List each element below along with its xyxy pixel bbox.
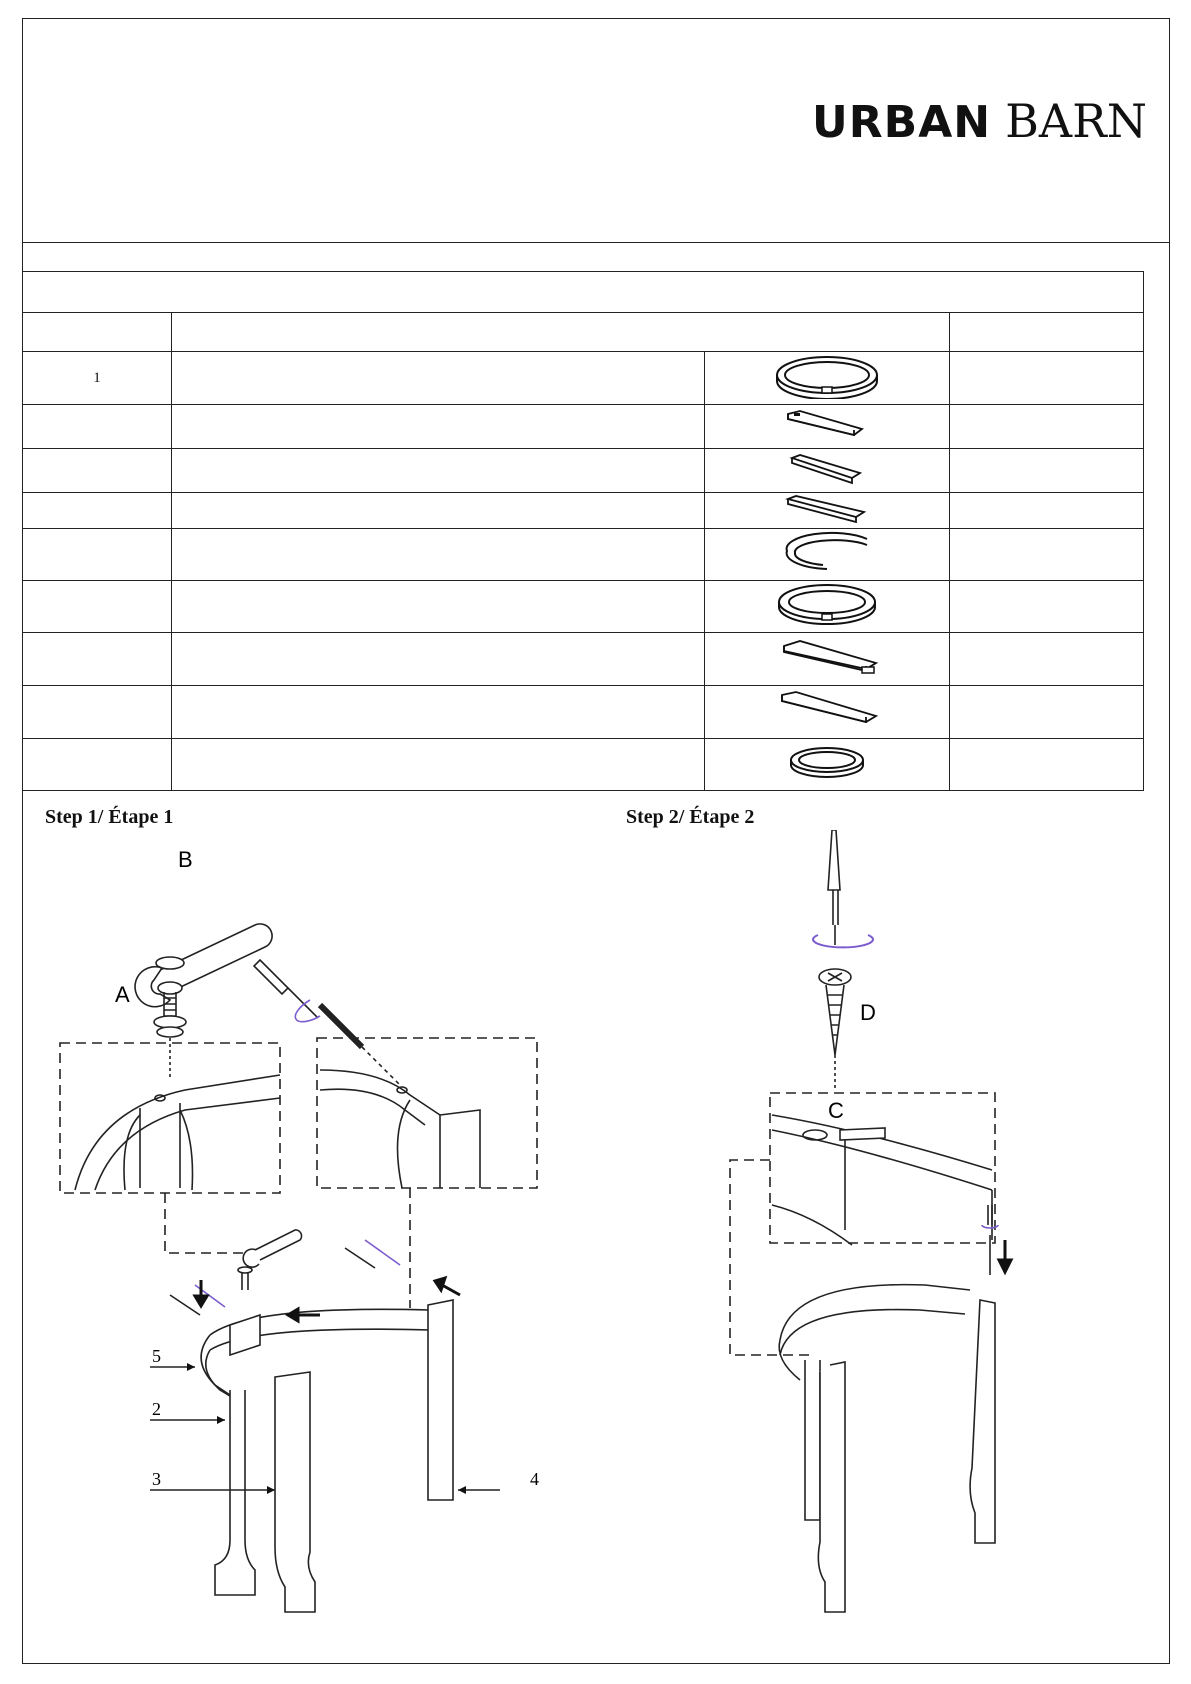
small-ring-icon — [705, 739, 950, 791]
header-cell-qty — [950, 313, 1144, 352]
row-desc — [172, 352, 705, 405]
label-d: D — [860, 1000, 876, 1025]
half-ring-icon — [705, 529, 950, 581]
label-part-2: 2 — [152, 1399, 161, 1419]
row-no — [23, 739, 172, 791]
row-desc — [172, 529, 705, 581]
row-desc — [172, 633, 705, 686]
screwdriver-icon — [254, 960, 320, 1022]
step1-diagram — [30, 830, 590, 1660]
label-a: A — [115, 982, 130, 1007]
wrench-icon — [135, 924, 272, 1007]
row-no — [23, 686, 172, 739]
row-desc — [172, 686, 705, 739]
table-row — [23, 493, 1144, 529]
row-qty — [950, 405, 1144, 449]
label-c: C — [828, 1098, 844, 1123]
table-title-cell — [23, 272, 1144, 313]
row-no — [23, 493, 172, 529]
table-row — [23, 352, 1144, 405]
row-no — [23, 405, 172, 449]
row-desc — [172, 449, 705, 493]
row-qty — [950, 739, 1144, 791]
row-desc — [172, 739, 705, 791]
table-row — [23, 633, 1144, 686]
long-brace-icon — [705, 633, 950, 686]
row-desc — [172, 405, 705, 449]
row-qty — [950, 352, 1144, 405]
label-part-3: 3 — [152, 1469, 161, 1489]
table-row — [23, 405, 1144, 449]
header-divider — [22, 242, 1170, 243]
table-row — [23, 529, 1144, 581]
slat-icon — [705, 493, 950, 529]
row-desc — [172, 493, 705, 529]
row-qty — [950, 686, 1144, 739]
short-brace-icon — [705, 405, 950, 449]
step1-title: Step 1/ Étape 1 — [45, 806, 174, 828]
parts-table — [22, 271, 1144, 791]
slat-icon — [705, 449, 950, 493]
table-row — [23, 581, 1144, 633]
label-b: B — [178, 847, 193, 872]
row-desc — [172, 581, 705, 633]
table-title-row — [23, 272, 1144, 313]
label-part-4: 4 — [530, 1469, 539, 1489]
label-part-5: 5 — [152, 1346, 161, 1366]
table-row — [23, 686, 1144, 739]
round-top-ring-icon — [705, 352, 950, 405]
row-no: 1 — [23, 352, 172, 405]
header-cell-no — [23, 313, 172, 352]
long-brace-icon — [705, 686, 950, 739]
table-header-row — [23, 313, 1144, 352]
header-cell-desc — [172, 313, 950, 352]
screwdriver-icon — [813, 830, 873, 947]
row-no — [23, 633, 172, 686]
brand-word-barn: BARN — [1005, 94, 1147, 148]
row-qty — [950, 493, 1144, 529]
screw-icon — [320, 1005, 402, 1087]
row-qty — [950, 449, 1144, 493]
step2-title: Step 2/ Étape 2 — [626, 806, 755, 828]
row-qty — [950, 529, 1144, 581]
screw-icon — [819, 969, 851, 1090]
round-ring-icon — [705, 581, 950, 633]
table-row — [23, 449, 1144, 493]
row-no — [23, 449, 172, 493]
row-no — [23, 581, 172, 633]
row-qty — [950, 581, 1144, 633]
row-qty — [950, 633, 1144, 686]
row-no — [23, 529, 172, 581]
brand-word-urban: URBAN — [812, 97, 992, 148]
table-row — [23, 739, 1144, 791]
step2-diagram — [600, 830, 1160, 1660]
brand-logo — [812, 94, 1147, 148]
